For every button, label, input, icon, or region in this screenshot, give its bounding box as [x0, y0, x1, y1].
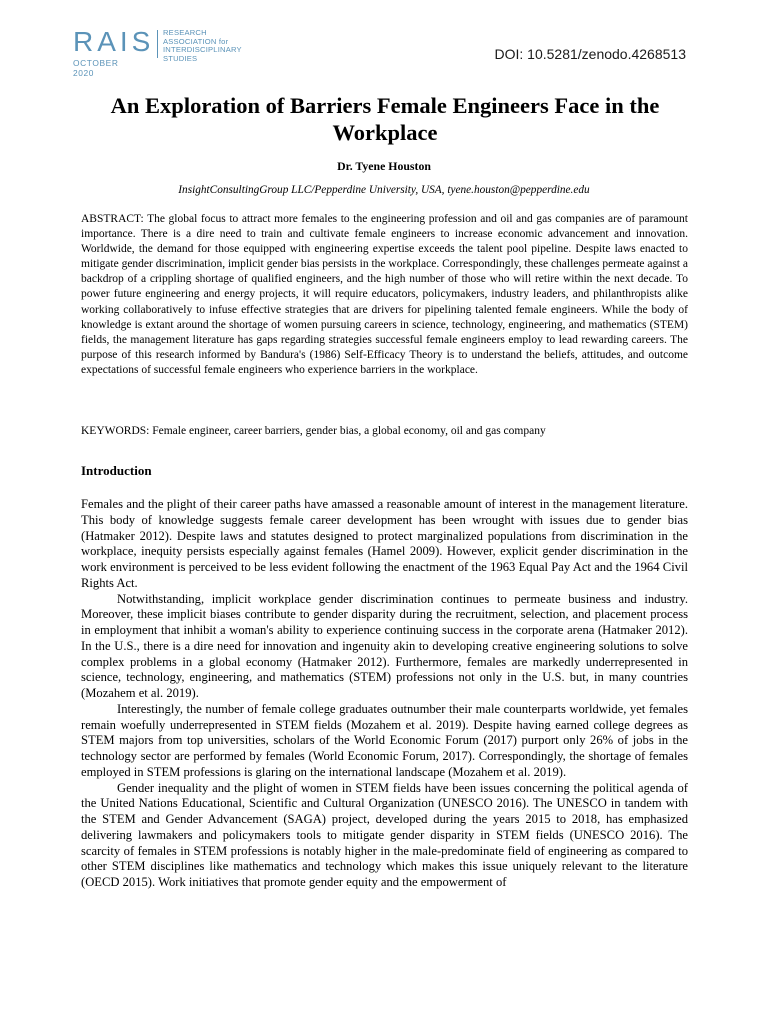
author-affiliation: InsightConsultingGroup LLC/Pepperdine University, USA, tyene.houston@pepperdine.edu [178, 184, 590, 196]
paragraph: Females and the plight of their career paths have amassed a reasonable amount of interest in the management literature. This body of knowledge suggests female career development has been wrought with issues due to gender bias (Hatmaker 2012). Despite laws and statutes designed to protect marginalized populations from discrimination in the workplace, inequity persists especially against females (Hamel 2009). However, explicit gender discrimination in the work environment is perceived to be less evident following the enactment of the 1963 Equal Pay Act and the 1964 Civil Rights Act. [81, 497, 688, 590]
author-name: Dr. Tyene Houston [337, 159, 431, 173]
introduction-body [81, 497, 688, 891]
keywords: KEYWORDS: Female engineer, career barriers, gender bias, a global economy, oil and gas company [81, 425, 546, 437]
paper-title: An Exploration of Barriers Female Engineers Face in the Workplace [110, 93, 660, 145]
journal-header [0, 0, 768, 80]
paragraph: Notwithstanding, implicit workplace gender discrimination continues to permeate business and industry. Moreover, these implicit biases contribute to gender disparity during the recruitment, selection, and placement process in employment that inhibit a woman's ability to experience continuing success in the corporate arena (Hatmaker 2012). In the U.S., there is a dire need for innovation and ingenuity akin to developing creative engineering solutions to solve complex problems in a global economy (Hatmaker 2012). Furthermore, females are markedly underrepresented in science, technology, engineering, and mathematics (STEM) professions not only in the U.S. but, in many countries (Mozahem et al. 2019). [81, 591, 688, 700]
doi[interactable]: DOI: 10.5281/zenodo.4268513 [494, 46, 686, 62]
paragraph: Gender inequality and the plight of women in STEM fields have been issues concerning the political agenda of the United Nations Educational, Scientific and Cultural Organization (UNESCO 2016). The UNESCO in tandem with the STEM and Gender Advancement (SAGA) project, developed during the years 2015 to 2018, has emphasized delivering lawmakers and policymakers tools to mitigate gender disparity in STEM fields (UNESCO 2016). The scarcity of females in STEM professions is notably higher in the male-predominate field of engineering as compared to other STEM disciplines like mathematics and technology which makes this issue uniquely relevant to the literature (OECD 2015). Work initiatives that promote gender equity and the empowerment of [81, 780, 688, 889]
logo-mark: RAIS [73, 26, 155, 57]
paragraph: Interestingly, the number of female college graduates outnumber their male counterparts worldwide, yet females remain woefully underrepresented in STEM fields (Mozahem et al. 2019). Despite having earned college degrees as STEM majors from top universities, scholars of the World Economic Forum (2017) purport only 26% of jobs in the technology sector are performed by females (World Economic Forum, 2017). Correspondingly, the shortage of females employed in STEM professions is glaring on the international landscape (Mozahem et al. 2019). [81, 701, 688, 779]
abstract: ABSTRACT: The global focus to attract more females to the engineering profession and oil and gas companies are of paramount importance. There is a dire need to train and cultivate female engineers to increase economic advancement and innovation. Worldwide, the demand for those equipped with engineering expertise exceeds the talent pool pipeline. Despite laws enacted to mitigate gender discrimination, implicit gender bias persists in the workplace. Correspondingly, these challenges permeate against a backdrop of a crippling shortage of qualified engineers, and the high number of those who will retire within the next decade. To power future engineering and energy projects, it will require educators, policymakers, industry leaders, and philanthropists alike working collaboratively to infuse effective strategies that are drivers for pipelining talented female engineers. While the body of knowledge is extant around the shortage of women pursuing careers in science, technology, engineering, and mathematics (STEM) fields, the management literature has gaps regarding strategies successful female engineers employ to lead rewarding careers. The purpose of this research informed by Bandura's (1986) Self-Efficacy Theory is to understand the beliefs, attitudes, and outcome expectations of successful female engineers who experience barriers in the workplace. [81, 213, 688, 376]
logo-date: OCTOBER 2020 [73, 58, 119, 78]
logo-divider [157, 30, 158, 58]
logo-organization: RESEARCH ASSOCIATION for INTERDISCIPLINARY STUDIES [163, 28, 242, 63]
section-heading-introduction: Introduction [81, 463, 152, 478]
